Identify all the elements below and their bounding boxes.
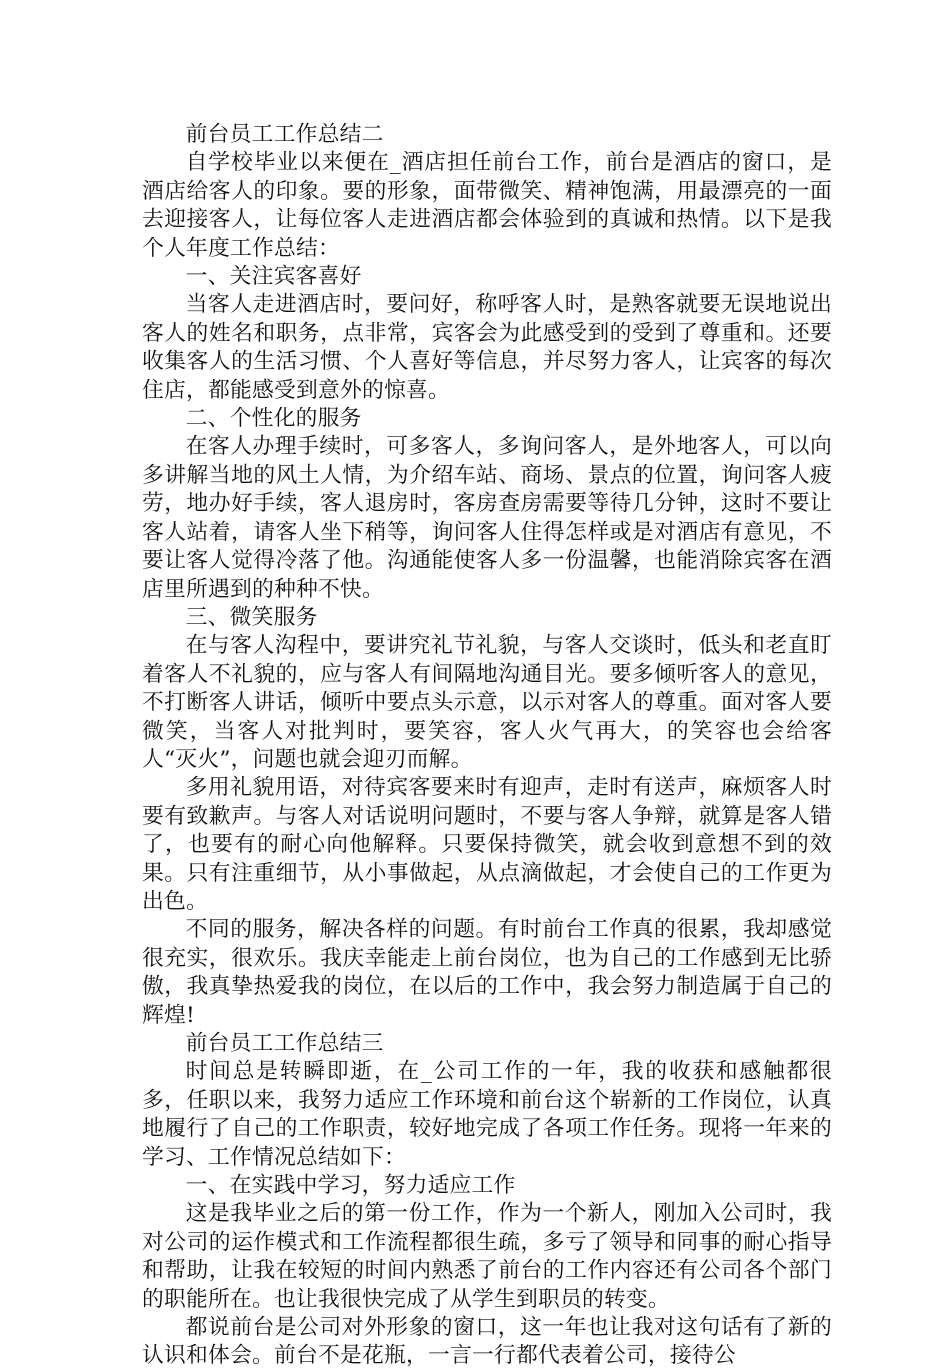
section-title-2: 前台员工工作总结二	[185, 122, 384, 147]
section-title-3: 前台员工工作总结三	[185, 1031, 384, 1056]
paragraph-5: 不同的服务，解决各样的问题。有时前台工作真的很累，我却感觉很充实，很欢乐。我庆幸能走上前台岗位，也为自己的工作感到无比骄傲，我真挚热爱我的岗位，在以后的工作中，我会努力制造属于自己的辉煌!	[142, 917, 832, 1028]
paragraph-6: 时间总是转瞬即逝，在_公司工作的一年，我的收获和感触都很多，任职以来，我努力适应工作环境和前台这个崭新的工作岗位，认真地履行了自己的工作职责，较好地完成了各项工作任务。现将一年来的学习、工作情况总结如下：	[142, 1059, 832, 1170]
paragraph-3: 在与客人沟程中，要讲究礼节礼貌，与客人交谈时，低头和老直盯着客人不礼貌的，应与客人有间隔地沟通目光。要多倾听客人的意见，不打断客人讲话，倾听中要点头示意，以示对客人的尊重。面对客人要微笑，当客人对批判时，要笑容，客人火气再大，的笑容也会给客人“灭火”，问题也就会迎刃而解。	[142, 633, 832, 772]
document-page	[142, 121, 832, 1371]
subheading-1: 一、关注宾客喜好	[185, 264, 362, 290]
subheading-3: 三、微笑服务	[185, 604, 318, 630]
paragraph-7: 这是我毕业之后的第一份工作，作为一个新人，刚加入公司时，我对公司的运作模式和工作流程都很生疏，多亏了领导和同事的耐心指导和帮助，让我在较短的时间内熟悉了前台的工作内容还有公司各个部门的职能所在。也让我很快完成了从学生到职员的转变。	[142, 1201, 832, 1312]
subheading-4: 一、在实践中学习，努力适应工作	[185, 1173, 516, 1199]
subheading-2: 二、个性化的服务	[185, 406, 362, 432]
paragraph-1: 当客人走进酒店时，要问好，称呼客人时，是熟客就要无误地说出客人的姓名和职务，点非常，宾客会为此感受到的受到了尊重和。还要收集客人的生活习惯、个人喜好等信息，并尽努力客人，让宾客的每次住店，都能感受到意外的惊喜。	[142, 292, 832, 403]
paragraph-4: 多用礼貌用语，对待宾客要来时有迎声，走时有送声，麻烦客人时要有致歉声。与客人对话说明问题时，不要与客人争辩，就算是客人错了，也要有的耐心向他解释。只要保持微笑，就会收到意想不到的效果。只有注重细节，从小事做起，从点滴做起，才会使自己的工作更为出色。	[142, 775, 832, 914]
paragraph-8: 都说前台是公司对外形象的窗口，这一年也让我对这句话有了新的认识和体会。前台不是花瓶，一言一行都代表着公司，接待公	[142, 1315, 832, 1369]
paragraph-2: 在客人办理手续时，可多客人，多询问客人，是外地客人，可以向多讲解当地的风土人情，为介绍车站、商场、景点的位置，询问客人疲劳，地办好手续，客人退房时，客房查房需要等待几分钟，这时不要让客人站着，请客人坐下稍等，询问客人住得怎样或是对酒店有意见，不要让客人觉得冷落了他。沟通能使客人多一份温馨，也能消除宾客在酒店里所遇到的种种不快。	[142, 434, 832, 602]
paragraph-intro: 自学校毕业以来便在_酒店担任前台工作，前台是酒店的窗口，是酒店给客人的印象。要的形象，面带微笑、精神饱满，用最漂亮的一面去迎接客人，让每位客人走进酒店都会体验到的真诚和热情。以下是我个人年度工作总结：	[142, 150, 832, 261]
